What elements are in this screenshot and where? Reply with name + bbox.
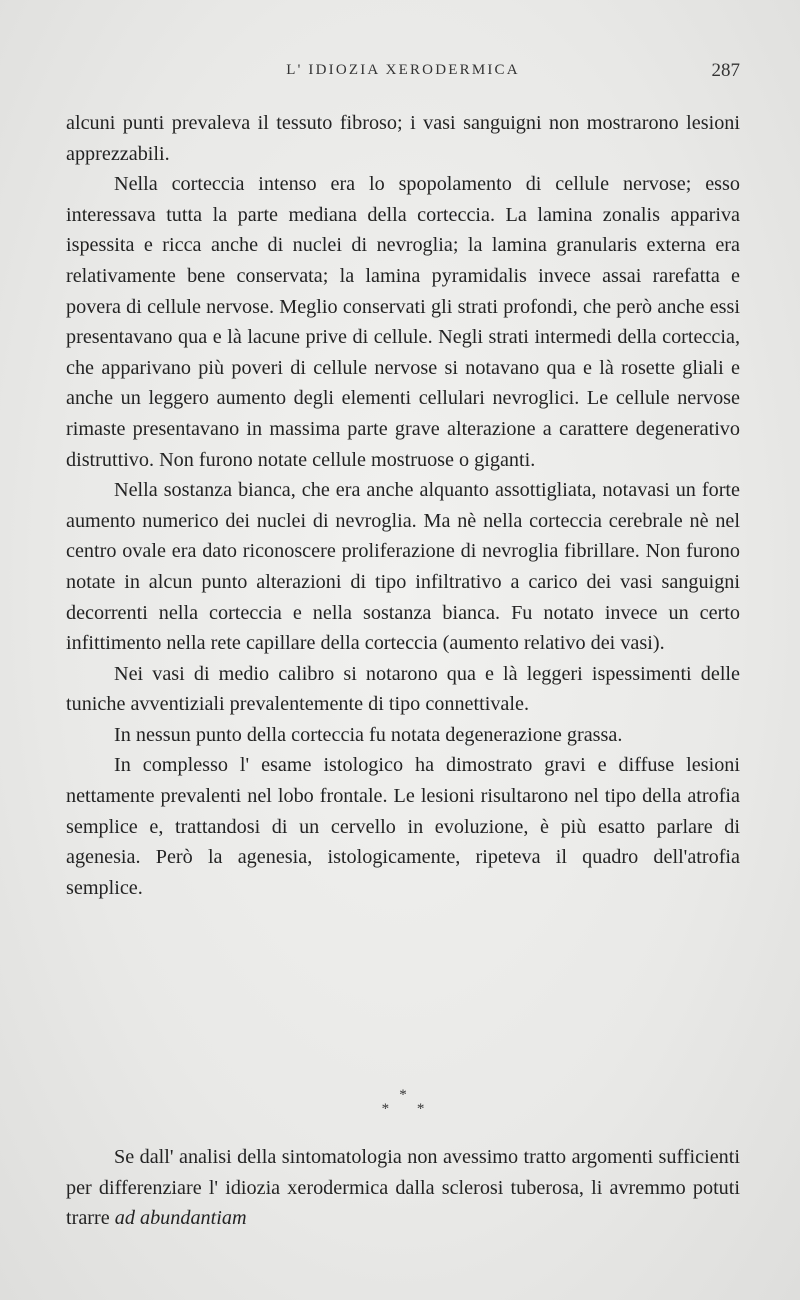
paragraph-vasi: Nei vasi di medio calibro si notarono qua e là leggeri ispessimenti delle tuniche avventiziali prevalentemente di tipo connettivale.	[66, 662, 740, 716]
paragraph-corteccia: Nella corteccia intenso era lo spopolamento di cellule nervose; esso interessava tutta la parte mediana della corteccia. La lamina zonalis appariva ispessita e ricca anche di nuclei di nevroglia; la lamina granularis externa era relativamente bene conservata; la lamina pyramidalis invece assai rarefatta e povera di cellule nervose. Meglio conservati gli strati profondi, che però anche essi presentavano qua e là lacune prive di cellule. Negli strati intermedi della corteccia, che apparivano più poveri di cellule nervose si notavano qua e là rosette gliali e anche un leggero aumento degli elementi cellulari nevroglici. Le cellule nervose rimaste presentavano in massima parte grave alterazione a carattere degenerativo distruttivo. Non furono notate cellule mostruose o giganti.	[66, 173, 740, 471]
paragraph-final-italic: ad abundantiam	[114, 1207, 247, 1230]
paragraph-final	[66, 1142, 740, 1234]
asterism-top: *	[399, 1087, 407, 1103]
section-break-asterism	[66, 1088, 740, 1116]
paragraph-complesso: In complesso l' esame istologico ha dimostrato gravi e diffuse lesioni nettamente prevalenti nel lobo frontale. Le lesioni risultarono nel tipo della atrofia semplice e, trattandosi di un cervello in evoluzione, è più esatto parlare di agenesia. Però la agenesia, istologicamente, ripeteva il quadro dell'atrofia semplice.	[66, 754, 740, 899]
running-head: L' IDIOZIA XERODERMICA	[286, 62, 520, 78]
paragraph-final-text: Se dall' analisi della sintomatologia non avessimo tratto argomenti sufficienti per differenziare l' idiozia xerodermica dalla sclerosi tuberosa, li avremmo potuti trarre	[66, 1146, 740, 1230]
paragraph-sostanza-bianca: Nella sostanza bianca, che era anche alquanto assottigliata, notavasi un forte aumento numerico dei nuclei di nevroglia. Ma nè nella corteccia cerebrale nè nel centro ovale era dato riconoscere proliferazione di nevroglia fibrillare. Non furono notate in alcun punto alterazioni di tipo infiltrativo a carico dei vasi sanguigni decorrenti nella corteccia e nella sostanza bianca. Fu notato invece un certo infittimento nella rete capillare della corteccia (aumento relativo dei vasi).	[66, 479, 740, 655]
asterism-bottom: * *	[381, 1101, 437, 1117]
body-text-continued	[66, 1142, 740, 1234]
page-header	[66, 60, 740, 88]
page-number: 287	[711, 60, 740, 81]
paragraph-degenerazione: In nessun punto della corteccia fu notata degenerazione grassa.	[114, 723, 623, 746]
body-text	[66, 108, 740, 903]
paragraph-continuation: alcuni punti prevaleva il tessuto fibroso; i vasi sanguigni non mostrarono lesioni apprezzabili.	[66, 112, 740, 165]
